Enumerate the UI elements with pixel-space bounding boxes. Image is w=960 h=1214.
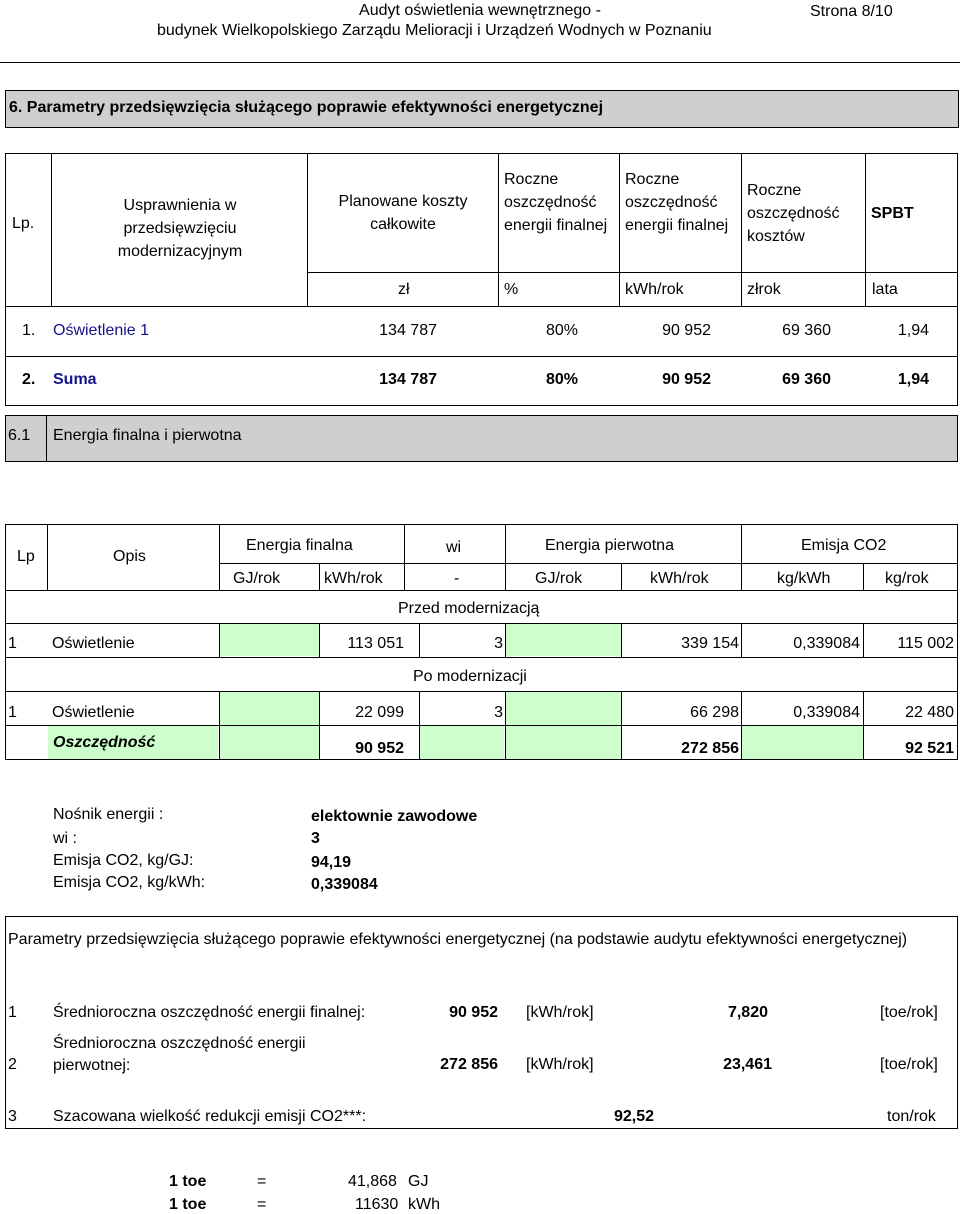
row-kgkwh: 0,339084: [793, 635, 860, 652]
row-label: Średnioroczna oszczędność energii pierwotnej:: [53, 1035, 306, 1074]
emisja-kwh-value: 0,339084: [311, 876, 378, 893]
page-number: Strona 8/10: [810, 3, 893, 20]
section61-title: Energia finalna i pierwotna: [53, 427, 242, 444]
row-proc: 80%: [545, 322, 578, 339]
row-lp: 2: [8, 1056, 17, 1073]
col-lp: Lp.: [12, 215, 35, 232]
hdr-lp: Lp: [17, 548, 35, 565]
row-wi: 3: [494, 635, 503, 652]
po-label: Po modernizacji: [413, 668, 527, 685]
col-osz-kwh: Roczne oszczędność energii finalnej: [625, 171, 729, 234]
emisja-kwh-label: Emisja CO2, kg/kWh:: [53, 874, 206, 891]
unit-koszty: zł: [398, 281, 410, 298]
col-osz-proc: Roczne oszczędność energii finalnej: [504, 171, 608, 234]
row-name: Suma: [53, 371, 97, 388]
toe-unit: GJ: [408, 1173, 429, 1190]
row-unit2: [toe/rok]: [880, 1056, 938, 1073]
row-proc: 80%: [545, 371, 578, 388]
row-lp: 3: [8, 1108, 17, 1125]
hdr-energia-pierwotna: Energia pierwotna: [545, 537, 674, 554]
unit-osz-kwh: kWh/rok: [625, 281, 684, 298]
row-opis: Oświetlenie: [52, 635, 135, 652]
wi-label: wi :: [53, 830, 77, 847]
nosnik-label: Nośnik energii :: [53, 806, 164, 823]
col-usprawnienia: Usprawnienia w przedsięwzięciu modernizacyjnym: [117, 197, 243, 260]
row-value2: 23,461: [723, 1056, 772, 1073]
toe-value: 11630: [355, 1196, 399, 1213]
hdr-energia-finalna: Energia finalna: [246, 537, 353, 554]
row-unit: ton/rok: [887, 1108, 936, 1125]
col-osz-kosztow: Roczne oszczędność kosztów: [747, 182, 840, 245]
section61-number: 6.1: [8, 427, 31, 444]
row-value: 90 952: [449, 1004, 498, 1021]
header-title-line2: budynek Wielkopolskiego Zarządu Melioracji i Urządzeń Wodnych w Poznaniu: [157, 22, 712, 39]
toe-unit: kWh: [408, 1196, 440, 1213]
row-kgrok: 92 521: [905, 740, 954, 757]
row-kwh2: 272 856: [681, 740, 739, 757]
row-lp: 1: [8, 635, 17, 652]
params-title: Parametry przedsięwzięcia służącego poprawie efektywności energetycznej (na podstawie audytu efektywności energetycznej): [8, 931, 908, 948]
unit-osz-kosztow: złrok: [747, 281, 781, 298]
row-kwh2: 339 154: [681, 635, 739, 652]
hdr-opis: Opis: [113, 548, 146, 565]
przed-label: Przed modernizacją: [398, 600, 540, 617]
row-label: Szacowana wielkość redukcji emisji CO2***:: [53, 1108, 367, 1125]
row-opis: Oszczędność: [53, 734, 156, 751]
row-name: Oświetlenie 1: [53, 322, 150, 339]
row-lp: 1.: [22, 322, 36, 339]
row-lp: 1: [8, 1004, 17, 1021]
row-koszty: 134 787: [379, 371, 437, 388]
section6-title: 6. Parametry przedsięwzięcia służącego poprawie efektywności energetycznej: [9, 99, 604, 116]
toe-label: 1 toe: [169, 1173, 207, 1190]
row-kosztow: 69 360: [782, 371, 831, 388]
row-lp: 2.: [22, 371, 36, 388]
row-value2: 7,820: [727, 1004, 768, 1021]
row-unit2: [toe/rok]: [880, 1004, 938, 1021]
nosnik-value: elektownie zawodowe: [311, 808, 478, 825]
row-koszty: 134 787: [379, 322, 437, 339]
col-koszty: Planowane koszty całkowite: [338, 193, 468, 233]
header-rule: [0, 62, 960, 63]
row-lp: 1: [8, 704, 17, 721]
row-kgkwh: 0,339084: [793, 704, 860, 721]
row-kgrok: 115 002: [897, 635, 954, 652]
row-wi: 3: [494, 704, 503, 721]
row-kwh: 90 952: [662, 322, 711, 339]
row-value: 92,52: [614, 1108, 655, 1125]
hdr-kgkwh: kg/kWh: [777, 570, 831, 587]
hdr-kgrok: kg/rok: [885, 570, 929, 587]
row-kwh1: 22 099: [355, 704, 404, 721]
hdr-dash: -: [454, 570, 460, 587]
hdr-wi: wi: [446, 539, 462, 556]
emisja-gj-value: 94,19: [311, 854, 352, 871]
row-kwh1: 90 952: [355, 740, 404, 757]
row-value: 272 856: [440, 1056, 498, 1073]
row-opis: Oświetlenie: [52, 704, 135, 721]
wi-value: 3: [311, 830, 320, 847]
hdr-gj2: GJ/rok: [535, 570, 583, 587]
hdr-kwh2: kWh/rok: [650, 570, 709, 587]
col-spbt: SPBT: [871, 205, 914, 222]
toe-label: 1 toe: [169, 1196, 207, 1213]
unit-osz-proc: %: [504, 281, 519, 298]
row-kwh1: 113 051: [347, 635, 404, 652]
toe-eq: =: [257, 1196, 267, 1213]
emisja-gj-label: Emisja CO2, kg/GJ:: [53, 852, 194, 869]
hdr-kwh1: kWh/rok: [324, 570, 383, 587]
header-title-line1: Audyt oświetlenia wewnętrznego -: [359, 2, 601, 19]
hdr-emisja: Emisja CO2: [801, 537, 887, 554]
row-spbt: 1,94: [897, 371, 929, 388]
row-kgrok: 22 480: [905, 704, 954, 721]
toe-eq: =: [257, 1173, 267, 1190]
row-kwh: 90 952: [662, 371, 711, 388]
row-unit: [kWh/rok]: [526, 1004, 594, 1021]
row-label: Średnioroczna oszczędność energii finalnej:: [53, 1004, 366, 1021]
row-kwh2: 66 298: [690, 704, 739, 721]
row-kosztow: 69 360: [782, 322, 831, 339]
hdr-gj1: GJ/rok: [233, 570, 281, 587]
row-spbt: 1,94: [897, 322, 929, 339]
row-unit: [kWh/rok]: [526, 1056, 594, 1073]
unit-spbt: lata: [872, 281, 898, 298]
toe-value: 41,868: [348, 1173, 397, 1190]
